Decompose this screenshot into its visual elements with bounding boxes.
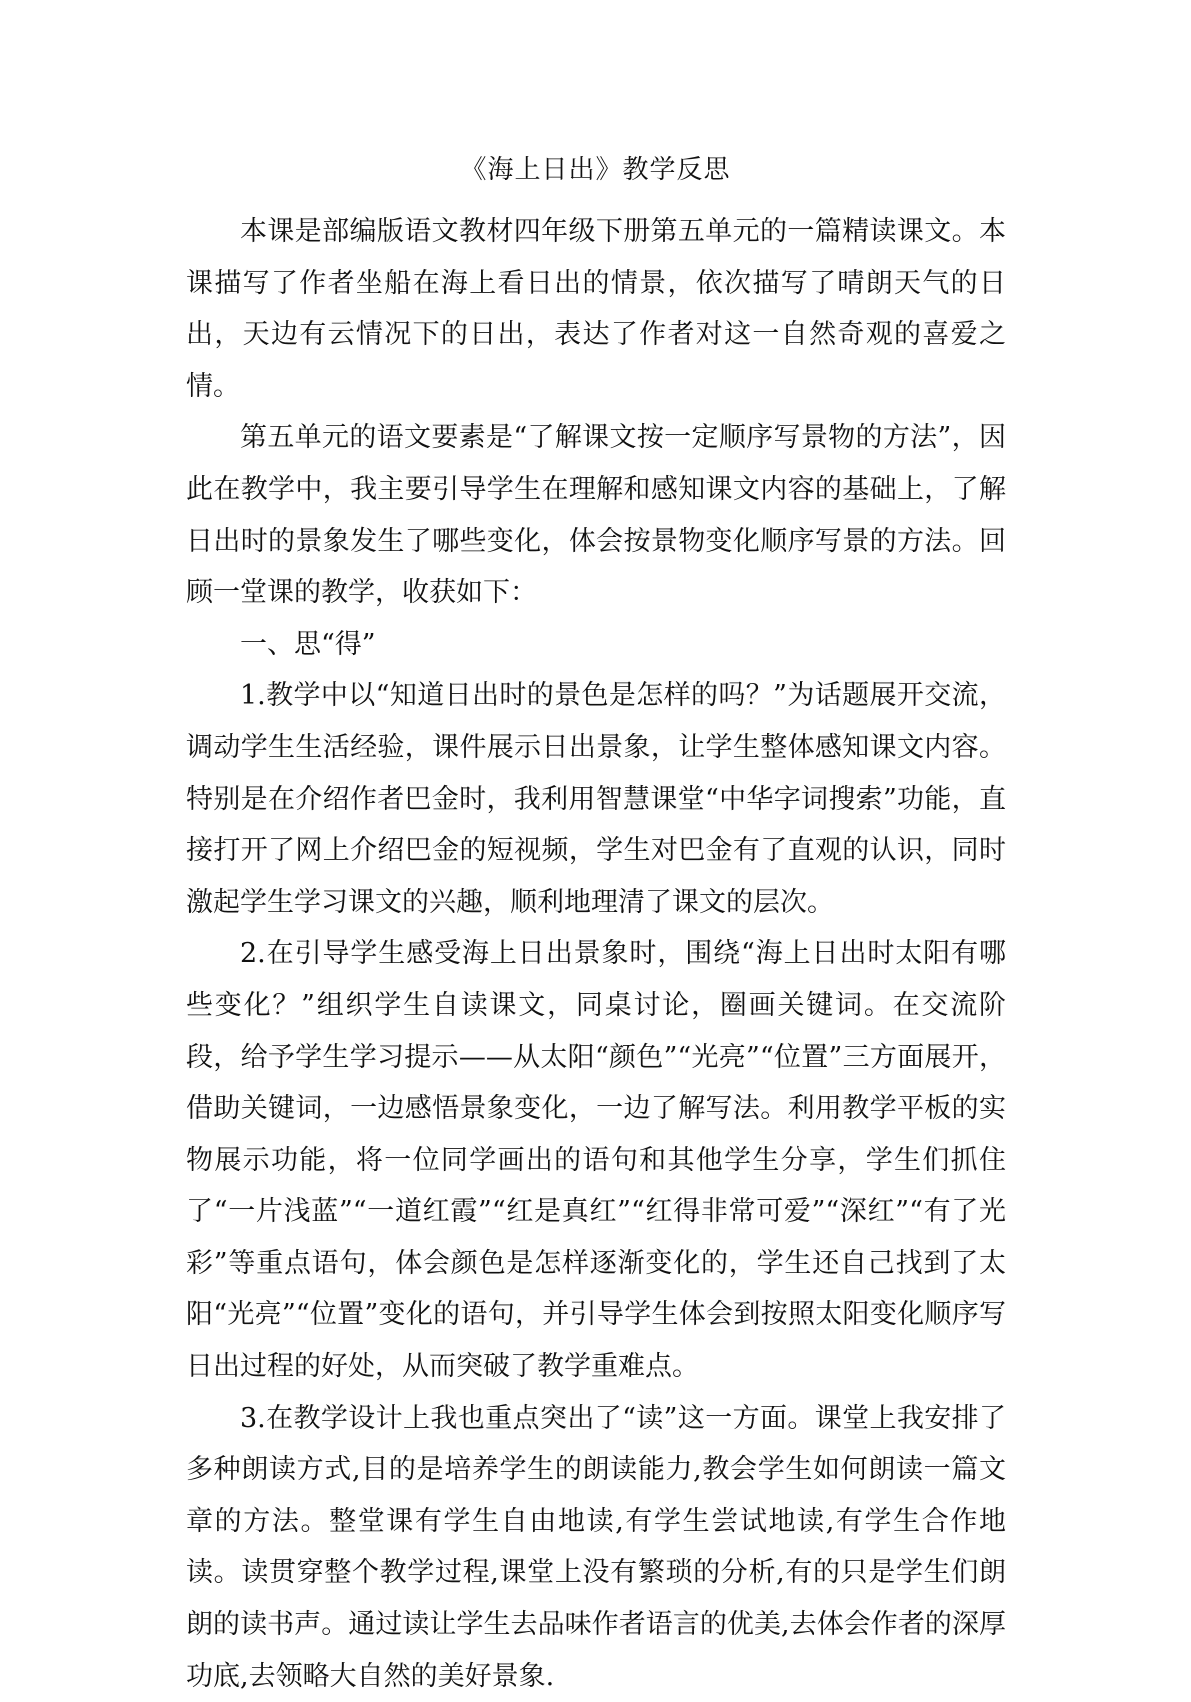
paragraph-point-2: 2.在引导学生感受海上日出景象时，围绕“海上日出时太阳有哪些变化？”组织学生自读课文，同桌讨论，圈画关键词。在交流阶段，给予学生学习提示——从太阳“颜色”“光亮”“位置”三方面展开，借助关键词，一边感悟景象变化，一边了解写法。利用教学平板的实物展示功能，将一位同学画出的语句和其他学生分享，学生们抓住了“一片浅蓝”“一道红霞”“红是真红”“红得非常可爱”“深红”“有了光彩”等重点语句，体会颜色是怎样逐渐变化的，学生还自己找到了太阳“光亮”“位置”变化的语句，并引导学生体会到按照太阳变化顺序写日出过程的好处，从而突破了教学重难点。 <box>186 938 1006 1383</box>
document-body <box>186 206 1006 1702</box>
paragraph-point-1: 1.教学中以“知道日出时的景色是怎样的吗？”为话题展开交流，调动学生生活经验，课件展示日出景象，让学生整体感知课文内容。特别是在介绍作者巴金时，我利用智慧课堂“中华字词搜索”功能，直接打开了网上介绍巴金的短视频，学生对巴金有了直观的认识，同时激起学生学习课文的兴趣，顺利地理清了课文的层次。 <box>186 680 1006 918</box>
document-title: 《海上日出》教学反思 <box>460 155 731 185</box>
paragraph-intro: 本课是部编版语文教材四年级下册第五单元的一篇精读课文。本课描写了作者坐船在海上看日出的情景，依次描写了晴朗天气的日出，天边有云情况下的日出，表达了作者对这一自然奇观的喜爱之情。 <box>186 216 1006 402</box>
paragraph-unit-focus: 第五单元的语文要素是“了解课文按一定顺序写景物的方法”，因此在教学中，我主要引导学生在理解和感知课文内容的基础上，了解日出时的景象发生了哪些变化，体会按景物变化顺序写景的方法。回顾一堂课的教学，收获如下： <box>186 422 1006 609</box>
paragraph-point-3: 3.在教学设计上我也重点突出了“读”这一方面。课堂上我安排了多种朗读方式,目的是培养学生的朗读能力,教会学生如何朗读一篇文章的方法。整堂课有学生自由地读,有学生尝试地读,有学生合作地读。读贯穿整个教学过程,课堂上没有繁琐的分析,有的只是学生们朗朗的读书声。通过读让学生去品味作者语言的优美,去体会作者的深厚功底,去领略大自然的美好景象. <box>186 1402 1006 1692</box>
section-heading: 一、思“得” <box>240 628 376 660</box>
